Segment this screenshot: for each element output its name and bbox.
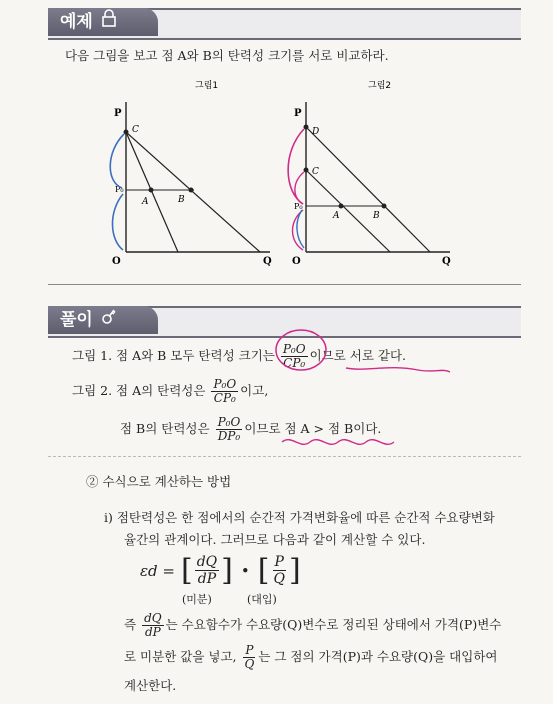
fig1-p-axis: P [114,108,122,119]
sol1-num: P₀O [282,342,306,356]
sol2b-underline [280,432,400,452]
expl1-post: 는 수요함수가 수요량(Q)변수로 정리된 상태에서 가격(P)변수 [165,617,502,632]
fig2-q-axis: Q [442,256,451,267]
formula-d2-den: Q [273,571,285,587]
fig1-p0: P₀ [115,185,124,194]
solution-tab [48,306,158,334]
sol1-den: CP₀ [283,356,306,370]
expl2-num: P [245,643,254,657]
formula-eps: εd = [140,561,175,580]
figures [90,72,470,272]
expl2-pre: 로 미분한 값을 넣고, [124,649,237,664]
lock-icon [101,8,117,36]
fig2-c: C [312,167,319,177]
sol2a-prefix: 그림 2. 점 A의 탄력성은 [72,383,206,398]
method-heading: ② 수식으로 계산하는 방법 [86,474,232,489]
point-i-line1: ⅰ) 점탄력성은 한 점에서의 순간적 가격변화율에 따른 순간적 수요량변화 [104,510,495,525]
example-tab [48,8,158,36]
sol1-prefix: 그림 1. 점 A와 B 모두 탄력성 크기는 [72,348,275,363]
sol2b-den: DP₀ [217,429,241,443]
sol2a-num: P₀O [213,377,237,391]
sol2b-num: P₀O [217,415,241,429]
expl2-post: 는 그 점의 가격(P)과 수요량(Q)을 대입하여 [258,649,498,664]
sol2b-prefix: 점 B의 탄력성은 [120,421,210,436]
sol2a-line [72,378,268,405]
fig1-q-axis: Q [263,256,272,267]
question-text: 다음 그림을 보고 점 A와 B의 탄력성 크기를 서로 비교하라. [65,48,389,63]
sol2b-suffix: 이므로 점 A > 점 B이다. [244,421,382,436]
explanation-line1 [124,612,501,639]
expl1-pre: 즉 [124,617,137,632]
fig2-b: B [373,211,380,221]
fig1-a: A [142,197,149,207]
example-label: 예제 [60,12,93,32]
sol2b-fraction [216,416,243,443]
explanation-line2 [124,644,498,671]
fig2-p0: P₀ [294,202,303,211]
section-divider [48,456,521,457]
formula-ratio [271,554,286,587]
elasticity-formula: εd = [ $\frac{dQ}{dP}$ ] • [ $\frac{P}{Q}$ ] [140,553,301,588]
formula-dot: • [240,561,250,580]
point-i-line2: 율간의 관계이다. 그러므로 다음과 같이 계산할 수 있다. [124,532,426,547]
fig2-a: A [333,211,340,221]
fig2-d: D [312,127,320,137]
sol1-annotations [268,328,468,378]
expl2-fraction [242,644,256,671]
sol2a-suffix: 이고, [240,383,269,398]
expl1-den: dP [144,625,161,639]
fig2-origin: O [292,256,301,267]
fig1-c: C [132,125,139,135]
formula-d1-den: dP [197,571,217,587]
fig2-title: 그림2 [368,81,392,91]
fig1-b: B [178,195,185,205]
sol2a-fraction [211,378,238,405]
explanation-line3: 계산한다. [124,678,177,693]
solution-label: 풀이 [60,310,93,330]
example-divider [48,284,521,285]
formula-label-1: (미분) [182,593,212,606]
expl1-fraction [142,612,164,639]
expl2-den: Q [244,657,255,671]
sol1-suffix: 이므로 서로 같다. [309,348,407,363]
sol2a-den: CP₀ [213,391,236,405]
formula-d2-num: P [274,554,284,570]
key-icon [101,306,117,334]
fig2-p-axis: P [294,108,302,119]
fig1-origin: O [112,256,121,267]
formula-label-2: (대입) [247,593,277,606]
fig1-title: 그림1 [195,81,219,91]
expl1-num: dQ [144,611,162,625]
formula-deriv [195,554,219,587]
formula-d1-num: dQ [196,554,218,570]
